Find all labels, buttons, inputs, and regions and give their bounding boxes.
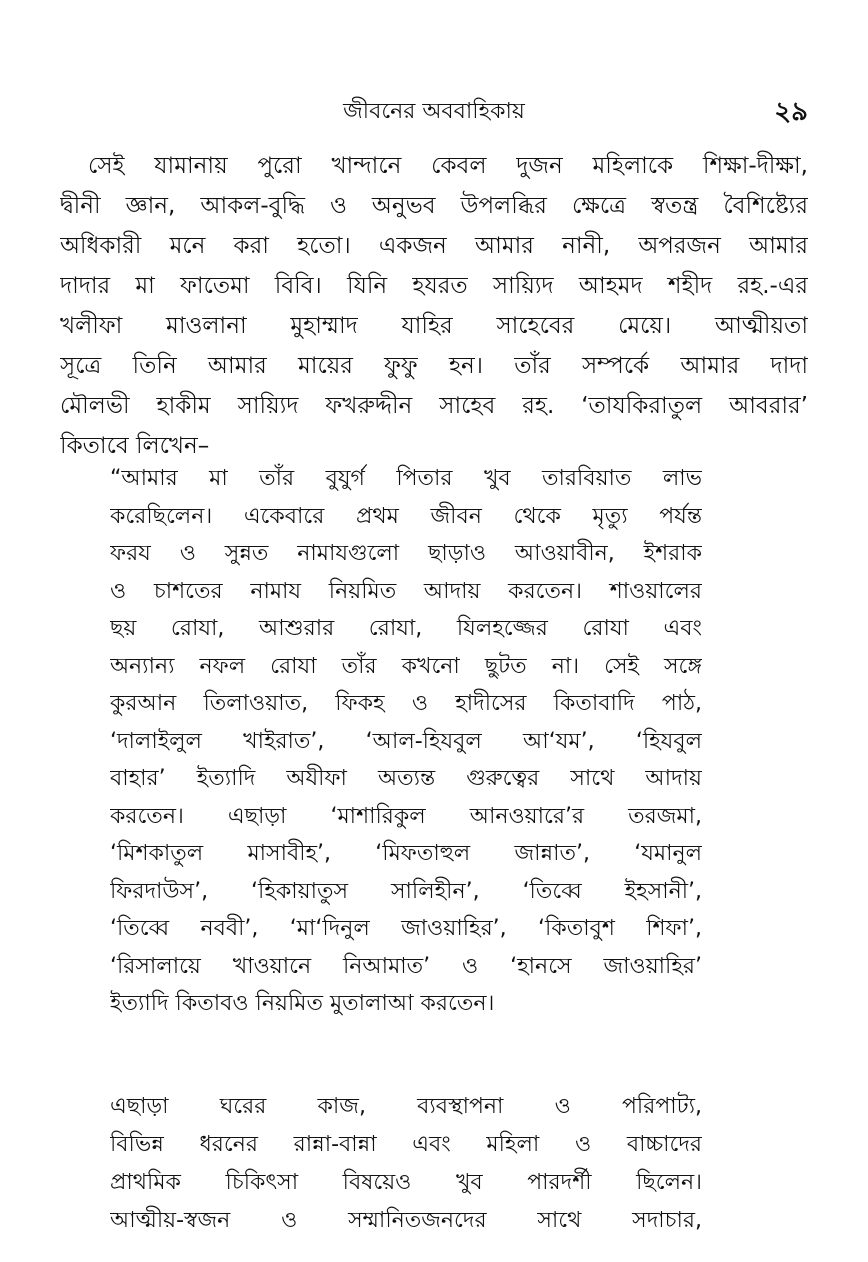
quote-line: ফিরদাউস’, ‘হিকায়াতুস সালিহীন’, ‘তিব্বে ইহসানী’, xyxy=(110,878,702,904)
running-header xyxy=(60,92,808,132)
page-number: ২৯ xyxy=(774,97,808,127)
text-line: কিতাবে লিখেন– xyxy=(60,433,210,459)
text-line: দ্বীনী জ্ঞান, আকল-বুদ্ধি ও অনুভব উপলব্ধির ক্ষেত্রে স্বতন্ত্র বৈশিষ্ট্যের xyxy=(60,193,808,219)
text-line: অধিকারী মনে করা হতো। একজন আমার নানী, অপরজন আমার xyxy=(60,233,808,259)
text-line: আত্মীয়-স্বজন ও সম্মানিতজনদের সাথে সদাচার, xyxy=(110,1208,702,1233)
text-line: এছাড়া ঘরের কাজ, ব্যবস্থাপনা ও পরিপাট্য, xyxy=(110,1094,702,1119)
paragraph-intro xyxy=(60,146,808,466)
quote-line: ইত্যাদি কিতাবও নিয়মিত মুতালাআ করতেন। xyxy=(110,991,495,1016)
quote-line: ‘দালাইলুল খাইরাত’, ‘আল-হিযবুল আ‘যম’, ‘হিযবুল xyxy=(110,728,702,754)
quote-line: বাহার’ ইত্যাদি অযীফা অত্যন্ত গুরুত্বের সাথে আদায় xyxy=(110,766,702,791)
header-title: জীবনের অববাহিকায় xyxy=(343,99,525,124)
quote-line: অন্যান্য নফল রোযা তাঁর কখনো ছুটত না। সেই সঙ্গে xyxy=(110,653,702,679)
quote-line: “আমার মা তাঁর বুযুর্গ পিতার খুব তারবিয়াত লাভ xyxy=(110,466,702,491)
quote-line: করেছিলেন। একেবারে প্রথম জীবন থেকে মৃত্যু পর্যন্ত xyxy=(110,503,702,529)
text-line: দাদার মা ফাতেমা বিবি। যিনি হযরত সায়্যিদ আহমদ শহীদ রহ.-এর xyxy=(60,273,808,299)
quote-line: ছয় রোযা, আশুরার রোযা, যিলহজ্জের রোযা এবং xyxy=(110,616,702,641)
text-line: মৌলভী হাকীম সায়্যিদ ফখরুদ্দীন সাহেব রহ. ‘তাযকিরাতুল আবরার’ xyxy=(60,393,808,419)
quote-line: ‘রিসালায়ে খাওয়ানে নিআমাত’ ও ‘হানসে জাওয়াহির’ xyxy=(110,953,702,979)
quote-line: ‘তিব্বে নববী’, ‘মা‘দিনুল জাওয়াহির’, ‘কিতাবুশ শিফা’, xyxy=(110,916,702,941)
quote-line: ‘মিশকাতুল মাসাবীহ’, ‘মিফতাহুল জান্নাত’, ‘যমানুল xyxy=(110,841,702,866)
quote-line: করতেন। এছাড়া ‘মাশারিকুল আনওয়ারে’র তরজমা, xyxy=(110,803,702,829)
block-quote xyxy=(110,460,702,1023)
quote-line: ফরয ও সুন্নত নামাযগুলো ছাড়াও আওয়াবীন, ইশরাক xyxy=(110,541,702,566)
text-line: সেই যামানায় পুরো খান্দানে কেবল দুজন মহিলাকে শিক্ষা-দীক্ষা, xyxy=(88,153,808,179)
text-line: খলীফা মাওলানা মুহাম্মাদ যাহির সাহেবের মেয়ে। আত্মীয়তা xyxy=(60,313,808,339)
quote-line: কুরআন তিলাওয়াত, ফিকহ ও হাদীসের কিতাবাদি পাঠ, xyxy=(110,691,702,716)
paragraph-continuation xyxy=(110,1088,702,1240)
text-line: সূত্রে তিনি আমার মায়ের ফুফু হন। তাঁর সম্পর্কে আমার দাদা xyxy=(60,353,808,379)
quote-line: ও চাশতের নামায নিয়মিত আদায় করতেন। শাওয়ালের xyxy=(110,578,702,604)
text-line: প্রাথমিক চিকিৎসা বিষয়েও খুব পারদর্শী ছিলেন। xyxy=(110,1170,702,1195)
text-line: বিভিন্ন ধরনের রান্না-বান্না এবং মহিলা ও বাচ্চাদের xyxy=(110,1132,702,1157)
